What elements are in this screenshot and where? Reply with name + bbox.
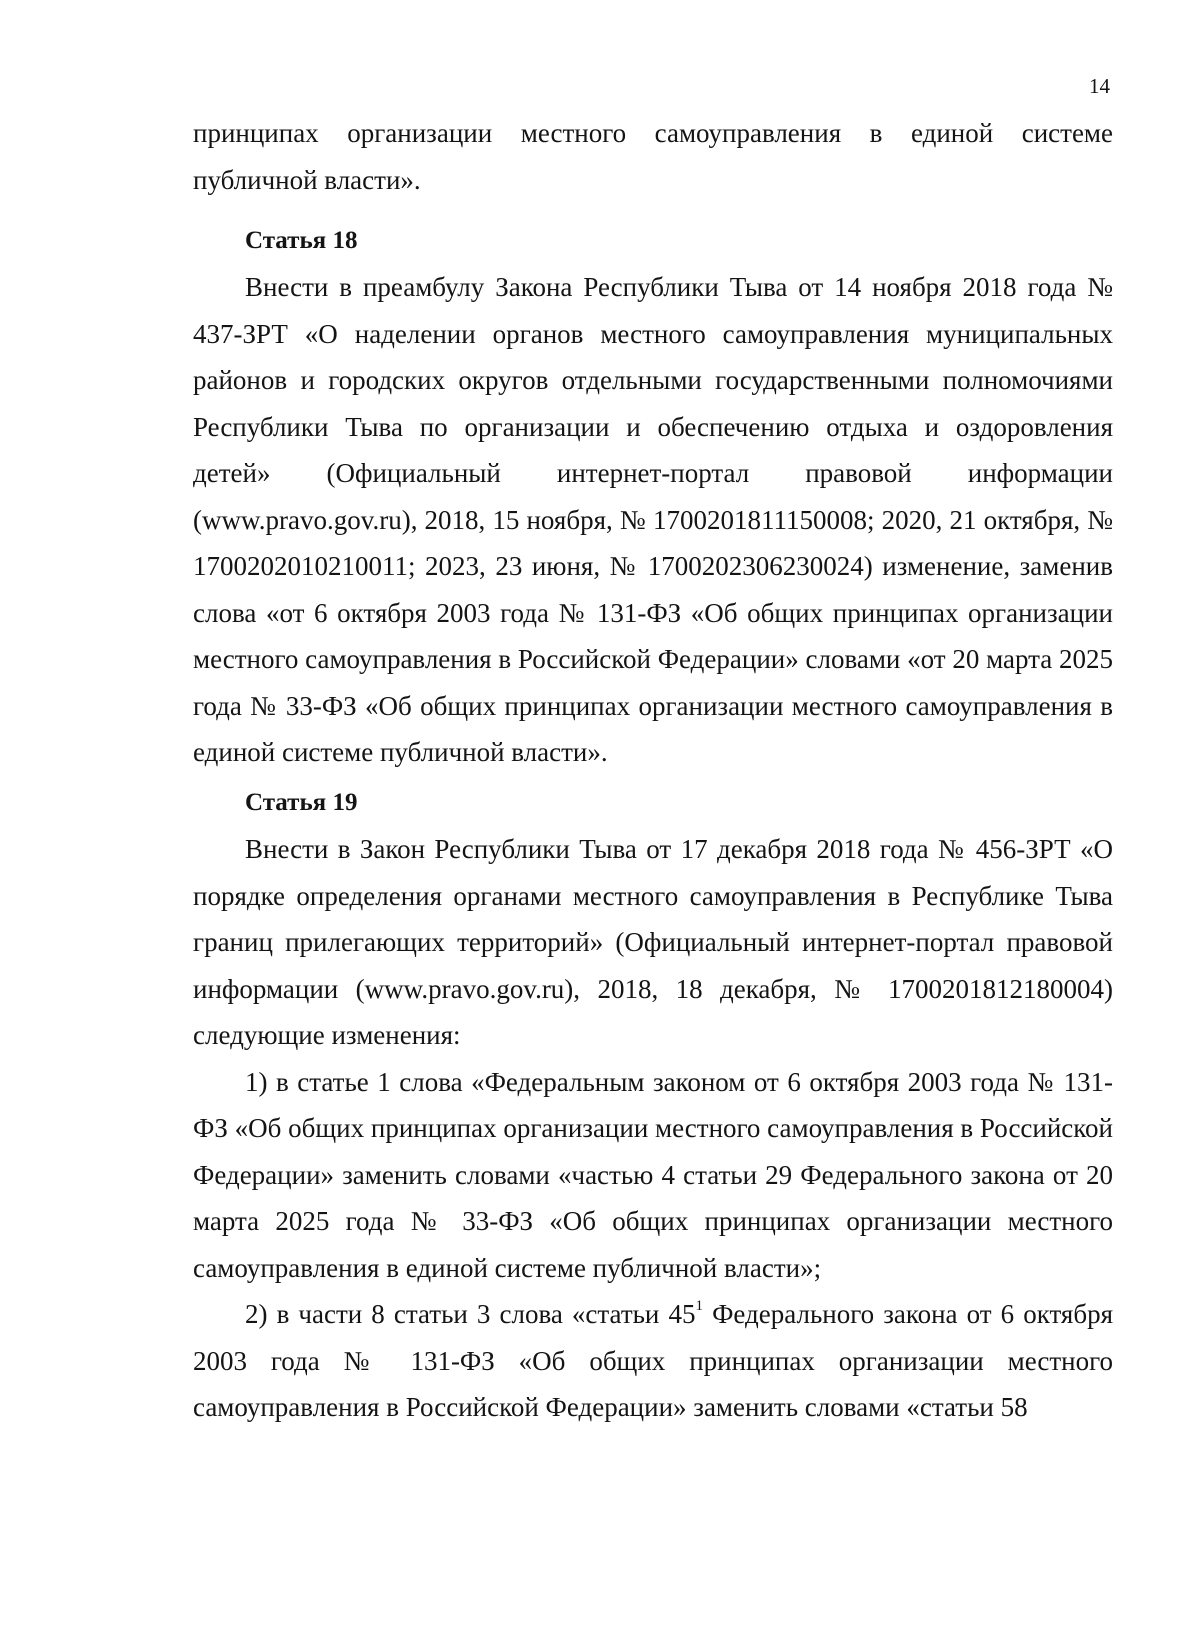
article-19-item-2-superscript: 1 xyxy=(695,1298,703,1314)
article-18-paragraph: Внести в преамбулу Закона Республики Тыва от 14 ноября 2018 года № 437-ЗРТ «О наделении органов местного самоуправления муниципальных районов и городских округов отдельными государственными полномочиями Республики Тыва по организации и обеспечению отдыха и оздоровления детей» (Официальный интернет-портал правовой информации (www.pravo.gov.ru), 2018, 15 ноября, № 1700201811150008; 2020, 21 октября, № 1700202010210011; 2023, 23 июня, № 1700202306230024) изменение, заменив слова «от 6 октября 2003 года № 131-ФЗ «Об общих принципах организации местного самоуправления в Российской Федерации» словами «от 20 марта 2025 года № 33-ФЗ «Об общих принципах организации местного самоуправления в единой системе публичной власти». xyxy=(193,272,1113,767)
article-19-body xyxy=(193,826,1113,1431)
article-19-item-2-text-start: 2) в части 8 статьи 3 слова «статьи 45 xyxy=(245,1299,696,1329)
intro-paragraph: принципах организации местного самоуправления в единой системе публичной власти». xyxy=(193,118,1113,195)
article-19-item-2-text-end: Федерального закона от 6 октября 2003 года № 131-ФЗ «Об общих принципах организации местного самоуправления в Российской Федерации» заменить словами «статьи 58 xyxy=(193,1299,1114,1422)
article-18-body xyxy=(193,264,1113,776)
intro-paragraph-block xyxy=(193,110,1113,203)
article-19-item-1: 1) в статье 1 слова «Федеральным законом от 6 октября 2003 года № 131-ФЗ «Об общих принципах организации местного самоуправления в Российской Федерации» заменить словами «частью 4 статьи 29 Федерального закона от 20 марта 2025 года № 33-ФЗ «Об общих принципах организации местного самоуправления в единой системе публичной власти»; xyxy=(193,1066,1113,1283)
article-18-heading: Статья 18 xyxy=(245,227,358,254)
article-19-paragraph: Внести в Закон Республики Тыва от 17 декабря 2018 года № 456-ЗРТ «О порядке определения органами местного самоуправления в Республике Тыва границ прилегающих территорий» (Официальный интернет-портал правовой информации (www.pravo.gov.ru), 2018, 18 декабря, № 1700201812180004) следующие изменения: xyxy=(193,834,1113,1050)
page-number: 14 xyxy=(1089,74,1110,98)
article-19-heading: Статья 19 xyxy=(245,789,358,816)
article-19-item-2 xyxy=(193,1291,1113,1431)
